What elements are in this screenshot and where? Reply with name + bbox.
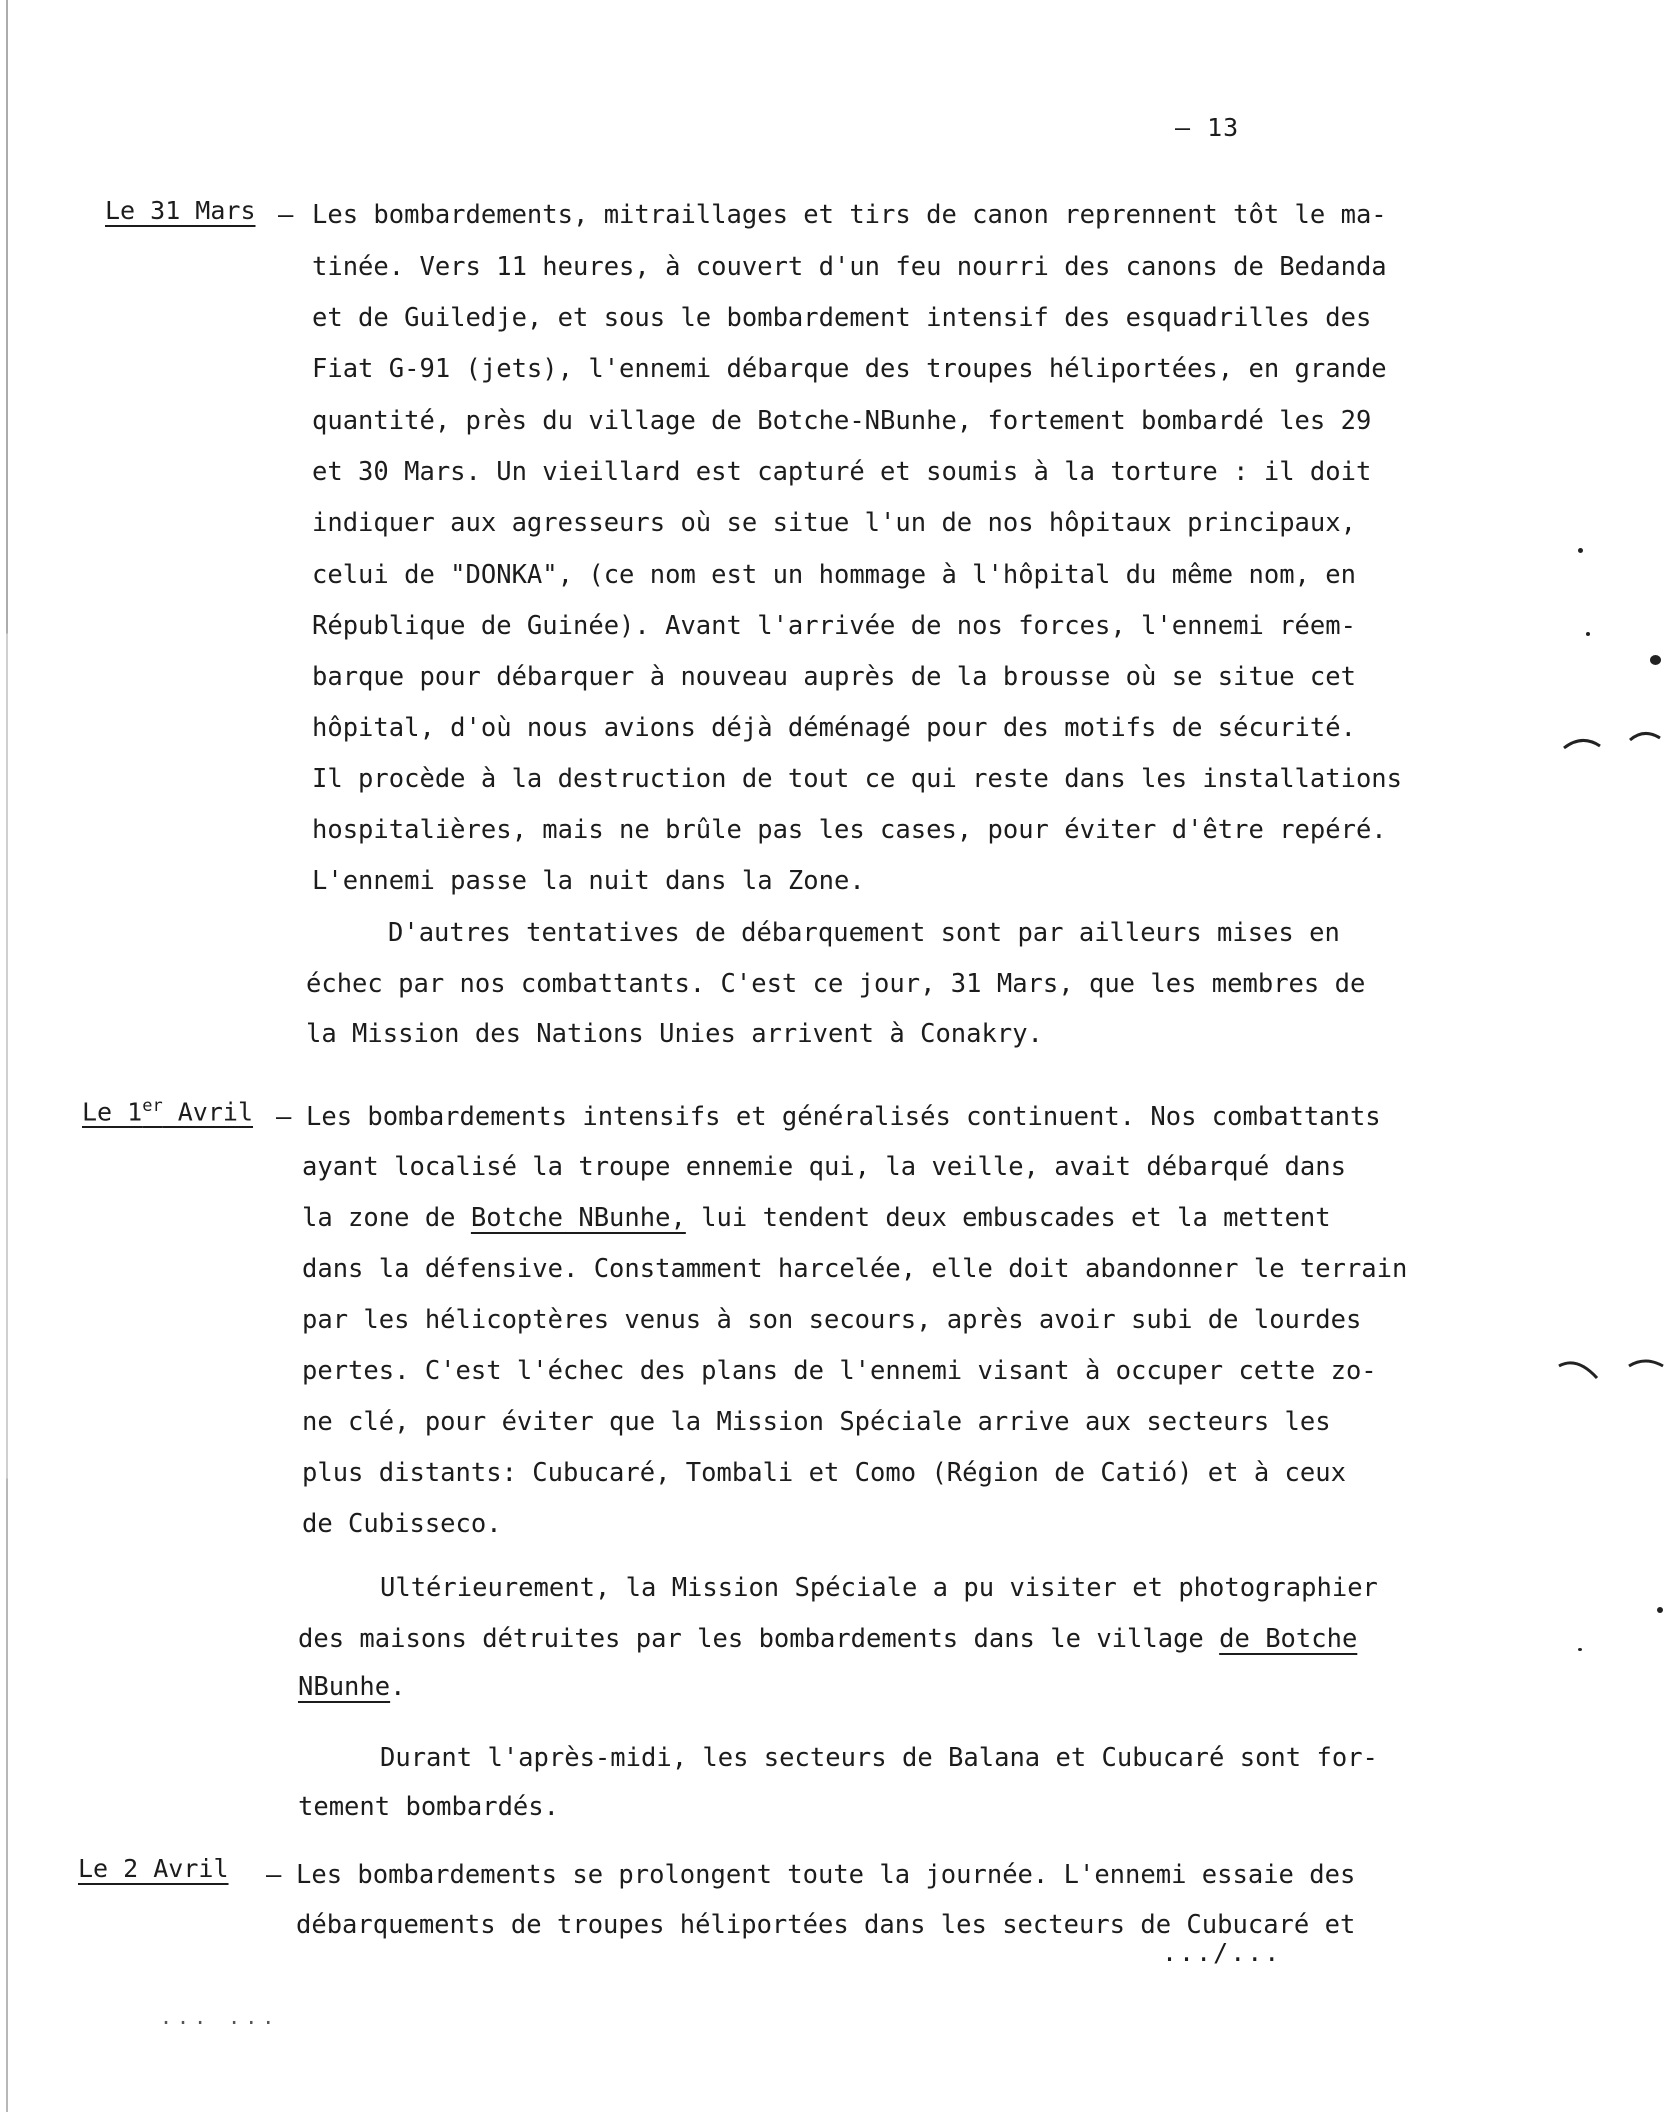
text-line: quantité, près du village de Botche-NBunhe, fortement bombardé les 29 bbox=[312, 406, 1372, 436]
text-line: Les bombardements, mitraillages et tirs de canon reprennent tôt le ma- bbox=[312, 200, 1387, 230]
text-line: hospitalières, mais ne brûle pas les cases, pour éviter d'être repéré. bbox=[312, 815, 1387, 845]
text-line: par les hélicoptères venus à son secours, après avoir subi de lourdes bbox=[302, 1305, 1362, 1335]
text-line: Fiat G-91 (jets), l'ennemi débarque des troupes héliportées, en grande bbox=[312, 354, 1387, 384]
underlined-place-name: Botche NBunhe, bbox=[470, 1203, 686, 1233]
label-part: Avril bbox=[162, 1097, 254, 1127]
text-line: celui de "DONKA", (ce nom est un hommage à l'hôpital du même nom, en bbox=[312, 560, 1356, 590]
date-label-31-mars: Le 31 Mars bbox=[105, 196, 256, 225]
text-line: Les bombardements se prolongent toute la journée. L'ennemi essaie des bbox=[296, 1860, 1356, 1890]
scan-speck bbox=[1586, 632, 1590, 636]
text-line: et de Guiledje, et sous le bombardement intensif des esquadrilles des bbox=[312, 303, 1372, 333]
text-line: Durant l'après-midi, les secteurs de Balana et Cubucaré sont for- bbox=[380, 1743, 1378, 1773]
text-line: tinée. Vers 11 heures, à couvert d'un feu nourri des canons de Bedanda bbox=[312, 252, 1387, 282]
scan-arc-mark bbox=[1560, 720, 1670, 760]
text-segment: la zone de bbox=[302, 1203, 471, 1233]
bottom-marks: ... ... bbox=[160, 2005, 280, 2029]
text-line: Il procède à la destruction de tout ce qui reste dans les installations bbox=[312, 764, 1403, 794]
text-line: et 30 Mars. Un vieillard est capturé et soumis à la torture : il doit bbox=[312, 457, 1372, 487]
text-line: Les bombardements intensifs et généralisés continuent. Nos combattants bbox=[306, 1102, 1381, 1132]
text-line: hôpital, d'où nous avions déjà déménagé pour des motifs de sécurité. bbox=[312, 713, 1356, 743]
text-line bbox=[298, 1624, 1357, 1654]
dash: — bbox=[278, 200, 294, 230]
label-superscript: er bbox=[142, 1096, 163, 1116]
text-line bbox=[302, 1203, 1331, 1233]
text-line: plus distants: Cubucaré, Tombali et Como (Région de Catió) et à ceux bbox=[302, 1458, 1346, 1488]
text-line: débarquements de troupes héliportées dans les secteurs de Cubucaré et bbox=[296, 1910, 1356, 1940]
text-line: barque pour débarquer à nouveau auprès de la brousse où se situe cet bbox=[312, 662, 1356, 692]
dash: — bbox=[276, 1102, 292, 1132]
text-segment: lui tendent deux embuscades et la mettent bbox=[685, 1203, 1331, 1233]
text-line: la Mission des Nations Unies arrivent à Conakry. bbox=[306, 1019, 1043, 1049]
underlined-place-name: de Botche bbox=[1219, 1624, 1358, 1654]
text-line: de Cubisseco. bbox=[302, 1509, 502, 1539]
underlined-place-name: NBunhe bbox=[298, 1672, 391, 1702]
text-line bbox=[298, 1672, 405, 1702]
dash: — bbox=[266, 1860, 282, 1890]
text-line: tement bombardés. bbox=[298, 1792, 559, 1822]
label-part: Le 1 bbox=[82, 1097, 143, 1127]
page-left-edge bbox=[6, 0, 8, 2112]
text-line: République de Guinée). Avant l'arrivée de nos forces, l'ennemi réem- bbox=[312, 611, 1356, 641]
scan-blot bbox=[1650, 655, 1661, 665]
scan-speck bbox=[1578, 1648, 1582, 1651]
text-segment: des maisons détruites par les bombardements dans le village bbox=[298, 1624, 1220, 1654]
text-line: ayant localisé la troupe ennemie qui, la veille, avait débarqué dans bbox=[302, 1152, 1346, 1182]
text-line: dans la défensive. Constamment harcelée, elle doit abandonner le terrain bbox=[302, 1254, 1408, 1284]
scan-speck bbox=[1657, 1607, 1663, 1613]
text-line: pertes. C'est l'échec des plans de l'ennemi visant à occuper cette zo- bbox=[302, 1356, 1377, 1386]
date-label-1er-avril bbox=[82, 1096, 253, 1126]
text-line: D'autres tentatives de débarquement sont par ailleurs mises en bbox=[388, 918, 1340, 948]
text-line: indiquer aux agresseurs où se situe l'un de nos hôpitaux principaux, bbox=[312, 508, 1356, 538]
text-line: L'ennemi passe la nuit dans la Zone. bbox=[312, 866, 865, 896]
continuation-mark: .../... bbox=[1162, 1938, 1282, 1967]
text-line: ne clé, pour éviter que la Mission Spéciale arrive aux secteurs les bbox=[302, 1407, 1331, 1437]
scan-speck bbox=[1578, 548, 1583, 553]
text-segment: . bbox=[390, 1672, 406, 1702]
page-number: — 13 bbox=[1175, 113, 1240, 142]
text-line: échec par nos combattants. C'est ce jour, 31 Mars, que les membres de bbox=[306, 969, 1366, 999]
date-label-2-avril: Le 2 Avril bbox=[78, 1854, 229, 1883]
text-line: Ultérieurement, la Mission Spéciale a pu visiter et photographier bbox=[380, 1573, 1378, 1603]
scan-arc-mark bbox=[1555, 1352, 1675, 1392]
